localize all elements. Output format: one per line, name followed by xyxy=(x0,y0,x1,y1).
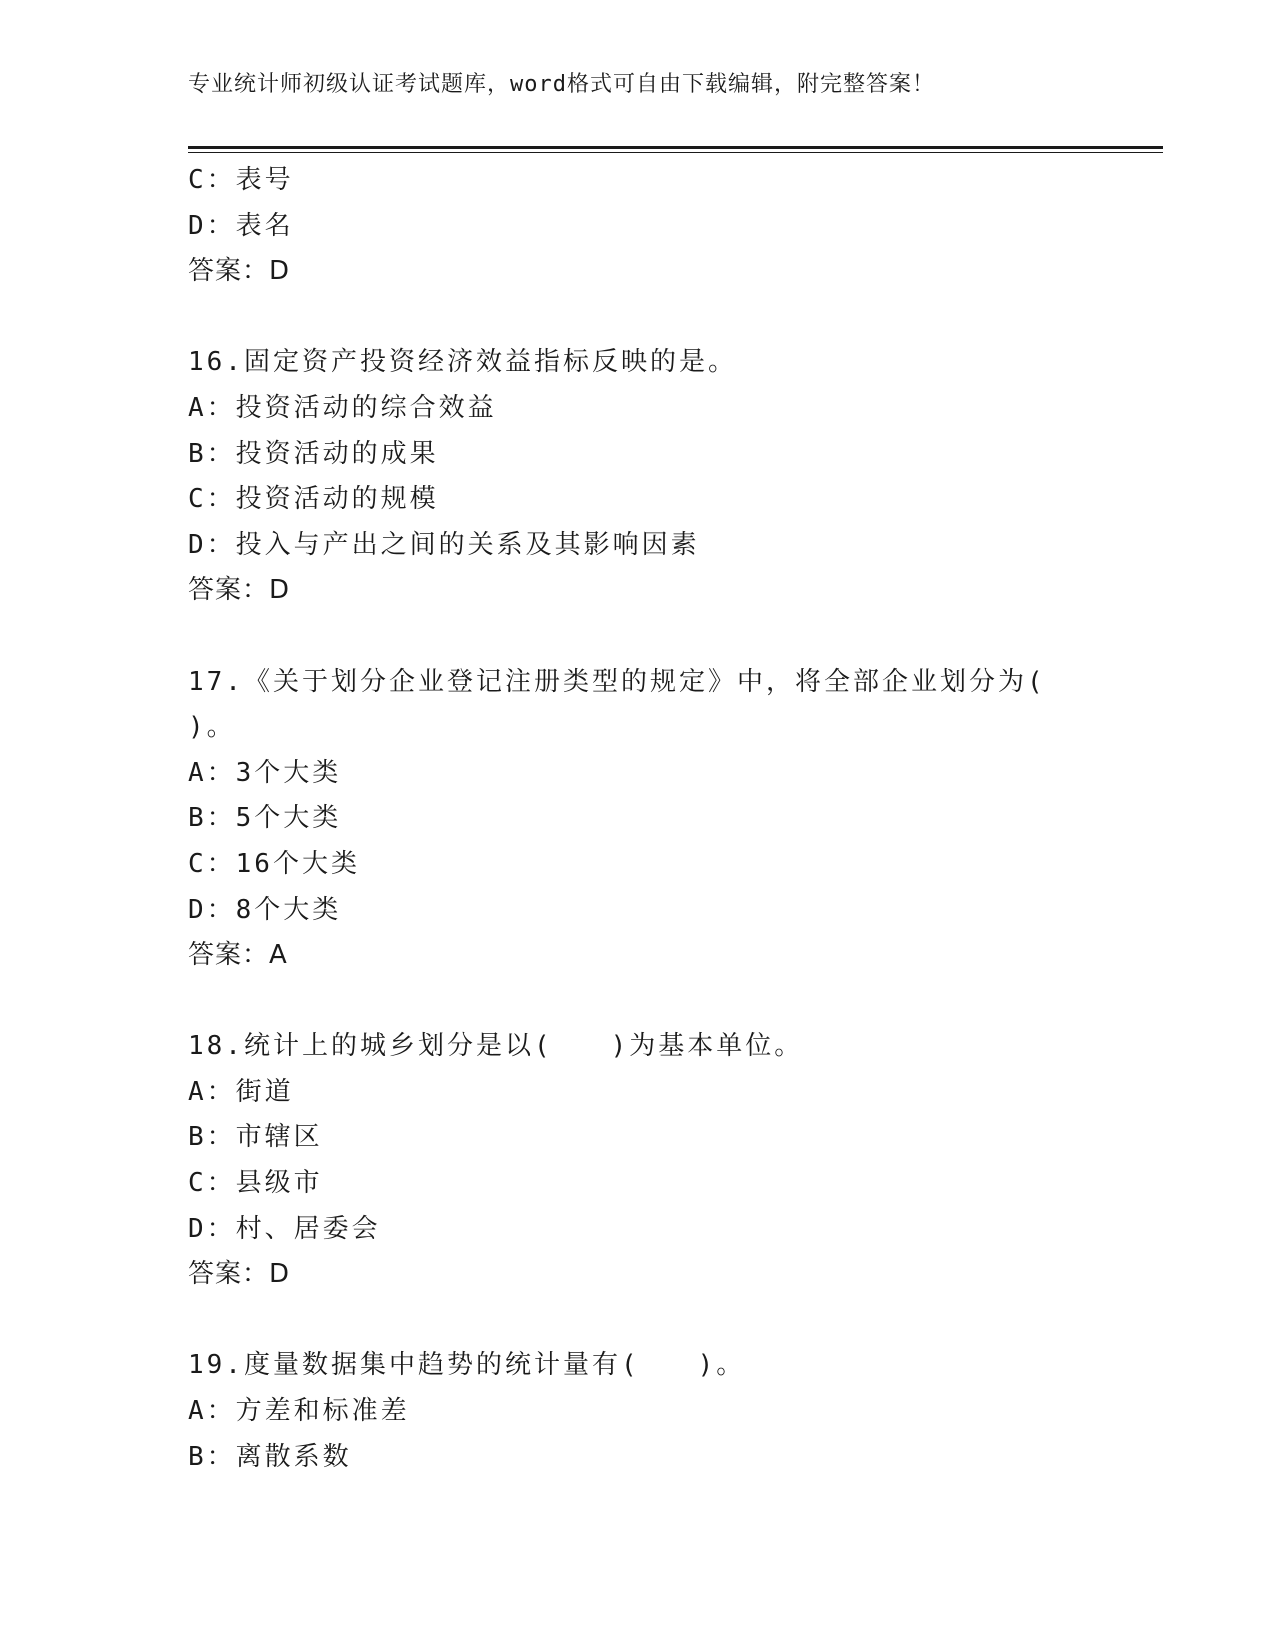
option-item: A：方差和标准差 xyxy=(188,1396,410,1427)
option-item: A：3个大类 xyxy=(188,757,342,788)
spacer xyxy=(188,614,1168,660)
option-item: C：县级市 xyxy=(188,1168,323,1199)
answer-line: 答案：D xyxy=(188,575,291,606)
option-item: D：表名 xyxy=(188,210,294,241)
page-header: 专业统计师初级认证考试题库，word格式可自由下载编辑，附完整答案！ xyxy=(188,72,935,97)
answer-line: 答案：D xyxy=(188,1259,291,1290)
question-stem: 18.统计上的城乡划分是以( )为基本单位。 xyxy=(188,1031,804,1062)
header-rule-thin xyxy=(188,152,1163,153)
question-stem: 16.固定资产投资经济效益指标反映的是。 xyxy=(188,347,737,378)
option-item: D：村、居委会 xyxy=(188,1213,381,1244)
option-item: C：16个大类 xyxy=(188,848,360,879)
answer-line: 答案：D xyxy=(188,256,291,287)
option-item: B：5个大类 xyxy=(188,803,342,834)
question-content xyxy=(188,158,1168,1480)
option-item: C：表号 xyxy=(188,165,294,195)
option-item: B：投资活动的成果 xyxy=(188,438,439,469)
option-item: D：投入与产出之间的关系及其影响因素 xyxy=(188,529,700,560)
option-item: B：离散系数 xyxy=(188,1441,352,1472)
header-rule-thick xyxy=(188,146,1163,149)
option-item: B：市辖区 xyxy=(188,1122,323,1153)
question-stem: 17.《关于划分企业登记注册类型的规定》中，将全部企业划分为( xyxy=(188,666,1046,697)
option-item: D：8个大类 xyxy=(188,894,342,925)
option-item: C：投资活动的规模 xyxy=(188,484,439,515)
option-item: A：街道 xyxy=(188,1076,294,1107)
spacer xyxy=(188,1298,1168,1344)
spacer xyxy=(188,295,1168,341)
question-stem-continued: )。 xyxy=(188,712,236,743)
question-stem: 19.度量数据集中趋势的统计量有( )。 xyxy=(188,1350,746,1381)
spacer xyxy=(188,979,1168,1025)
answer-line: 答案：A xyxy=(188,940,288,971)
option-item: A：投资活动的综合效益 xyxy=(188,392,497,423)
